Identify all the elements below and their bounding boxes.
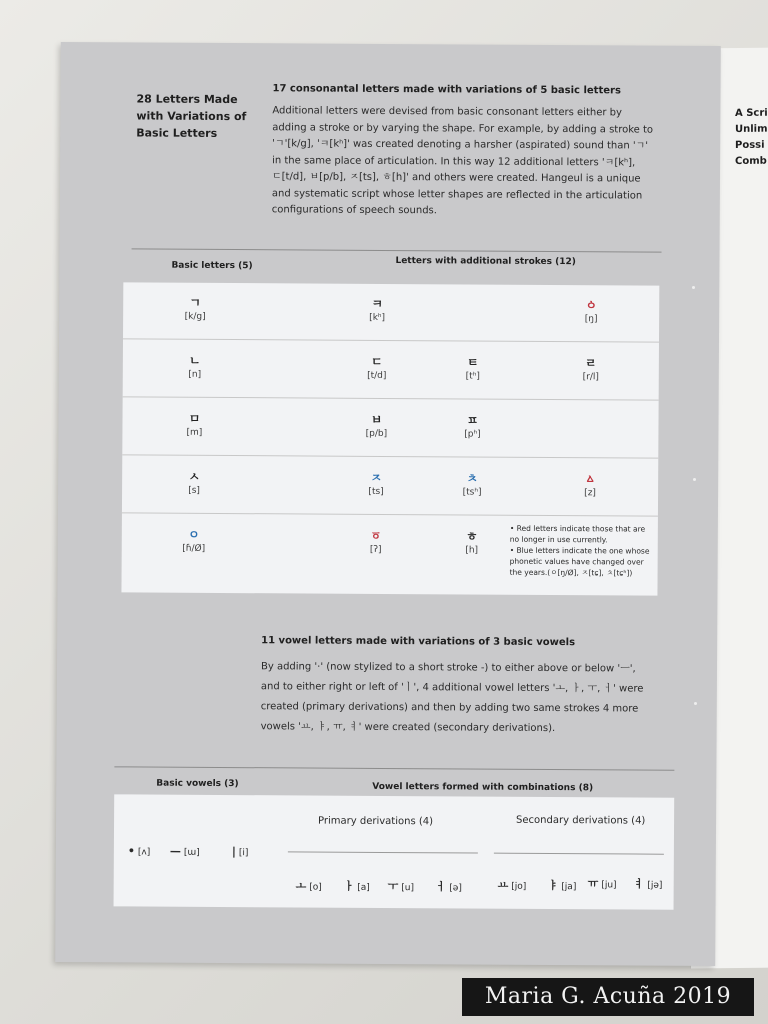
note-line: the years.(ㅇ[ŋ/Ø], ㅈ[tɕ], ㅊ[tɕʰ]) [509,567,633,578]
basic-vowel-item [128,844,150,857]
consonant-section-title: 17 consonantal letters made with variations of 5 basic letters [272,83,621,97]
paragraph-line: in the same place of articulation. In this way 12 additional letters 'ㅋ[kʰ], [272,154,636,169]
photographer-watermark: Maria G. Acuña 2019 [462,978,754,1016]
consonant-ipa: [n] [188,369,202,380]
vowel-glyph: | [231,845,236,859]
primary-underline [288,851,478,853]
note-line: no longer in use currently. [509,534,608,545]
note-line: phonetic values have changed over [509,556,644,567]
col-head-basic-letters: Basic letters (5) [171,260,253,272]
consonant-glyph: ㅿ [584,472,596,487]
primary-derivations-label: Primary derivations (4) [318,815,434,828]
consonant-ipa: [z] [584,488,596,499]
vowel-glyph: ㅑ [547,878,559,893]
secondary-derivations-label: Secondary derivations (4) [516,814,646,827]
consonant-ipa: [ɦ/Ø] [182,543,206,554]
row-divider [123,338,659,342]
consonant-cell [432,470,512,499]
consonant-ipa: [t/d] [367,370,387,381]
consonant-cell [336,470,416,499]
row-divider [122,454,658,458]
right-page-line: A Scri [735,107,768,119]
vowel-ipa: [ja] [561,882,577,893]
consonant-ipa: [m] [186,427,203,438]
consonant-glyph: ㅊ [466,471,478,486]
note-line: • Blue letters indicate the one whose [509,545,650,556]
paragraph-line: vowels 'ㅛ, ㅑ, ㅠ, ㅕ' were created (secondary derivations). [260,721,556,735]
consonant-glyph: ㆁ [585,298,598,313]
consonant-ipa: [p/b] [365,428,388,439]
secondary-vowel-item [498,877,527,893]
consonant-cell [551,355,631,384]
paragraph-line: Additional letters were devised from basic consonant letters either by [272,105,622,119]
consonant-glyph: ㄹ [585,356,597,371]
divider [114,766,674,770]
vowel-ipa: [a] [357,882,370,893]
consonant-glyph: ㅎ [465,529,478,544]
vowel-ipa: [ʌ] [137,847,151,858]
vowel-ipa: [jə] [647,880,663,891]
vowel-ipa: [ju] [601,880,617,891]
right-page-heading [735,105,768,170]
vowel-glyph: ㅓ [435,880,447,894]
consonant-ipa: [r/l] [582,372,599,383]
vowel-glyph: • [127,844,135,858]
row-divider [123,396,659,400]
vowel-ipa: [ɯ] [183,847,200,858]
right-page-line: Comb [735,155,767,167]
booklet-page [55,42,721,966]
consonant-glyph: ㅍ [466,413,479,428]
consonant-cell [432,412,512,441]
side-title-line: with Variations of [136,109,247,124]
primary-vowel-item [388,878,414,894]
paragraph-line: created (primary derivations) and then by adding two same strokes 4 more [260,701,639,715]
consonant-cell [550,471,630,500]
col-head-basic-vowels: Basic vowels (3) [156,778,239,790]
consonant-ipa: [k/g] [184,311,206,322]
consonant-ipa: [h] [465,545,479,556]
color-legend-notes [510,523,652,579]
consonant-cell [432,528,512,557]
consonant-glyph: ㄴ [189,353,201,368]
consonant-ipa: [s] [188,485,200,496]
vowel-ipa: [o] [309,882,322,893]
note-line: • Red letters indicate those that are [509,523,646,534]
vowel-glyph: — [169,844,181,858]
vowel-ipa: [ə] [449,883,462,894]
primary-vowel-item [344,878,370,894]
vowel-glyph: ㅠ [587,877,599,891]
binding-stitch [693,478,696,481]
vowel-ipa: [u] [401,883,415,894]
vowel-glyph: ㅜ [387,880,399,894]
consonant-ipa: [ŋ] [584,314,598,325]
secondary-vowel-item [588,875,617,891]
consonant-cell [155,353,235,382]
consonant-glyph: ㅈ [370,470,382,485]
consonant-glyph: ㆆ [369,528,382,543]
binding-stitch [694,702,697,705]
side-title [136,90,256,142]
consonant-cell [336,412,416,441]
col-head-additional-strokes: Letters with additional strokes (12) [395,256,576,268]
consonant-glyph: ㄱ [189,295,202,310]
consonant-glyph: ㅅ [188,469,201,484]
consonant-cell [155,295,235,324]
consonant-cell [154,411,234,440]
consonant-cell [154,527,234,556]
consonant-cell [433,354,513,383]
consonant-glyph: ㅂ [370,412,383,427]
vowel-table [114,794,675,909]
divider [132,248,662,252]
consonant-cell [337,296,417,325]
paragraph-line: adding a stroke or by varying the shape. For example, by adding a stroke to [272,121,654,136]
row-divider [122,512,658,516]
paragraph-line: 'ㄱ'[k/g], 'ㅋ[kʰ]' was created denoting a harsher (aspirated) sound than 'ㄱ' [272,138,649,152]
consonant-paragraph [272,103,673,221]
consonant-glyph: ㅇ [187,527,200,542]
side-title-line: 28 Letters Made [136,92,238,107]
vowel-paragraph [261,657,681,740]
consonant-glyph: ㄷ [371,354,383,369]
side-title-line: Basic Letters [136,126,218,140]
vowel-glyph: ㅕ [633,877,645,891]
binding-stitch [692,286,695,289]
right-page-line: Possi [735,139,765,151]
consonant-glyph: ㅋ [371,296,384,311]
vowel-glyph: ㅗ [295,879,307,893]
vowel-ipa: [i] [238,848,249,859]
consonant-ipa: [kʰ] [369,312,386,323]
basic-vowel-item [170,845,200,858]
vowel-ipa: [jo] [511,881,527,892]
vowel-glyph: ㅏ [343,879,355,893]
consonant-ipa: [tʰ] [465,371,480,382]
paragraph-line: and systematic script whose letter shapes are reflected in the articulation [271,187,643,202]
consonant-glyph: ㅌ [467,355,479,370]
consonant-cell [337,354,417,383]
primary-vowel-item [436,878,462,894]
basic-vowel-item [232,845,249,858]
right-page-line: Unlim [735,123,768,135]
paragraph-line: and to either right or left of 'ㅣ', 4 additional vowel letters 'ㅗ, ㅏ, ㅜ, ㅓ' were [260,681,644,695]
paragraph-line: configurations of speech sounds. [271,204,437,217]
vowel-glyph: ㅛ [497,878,509,892]
consonant-cell [154,469,234,498]
primary-vowel-item [296,877,322,893]
secondary-vowel-item [634,876,663,892]
secondary-underline [494,853,664,855]
consonant-cell [336,528,416,557]
consonant-cell [551,297,631,326]
consonant-glyph: ㅁ [188,411,201,426]
vowel-section-title: 11 vowel letters made with variations of 3 basic vowels [261,635,576,649]
consonant-ipa: [pʰ] [464,429,481,440]
col-head-combined-vowels: Vowel letters formed with combinations (8) [372,781,594,794]
paragraph-line: ㄷ[t/d], ㅂ[p/b], ㅈ[ts], ㅎ[h]' and others were created. Hangeul is a unique [271,171,641,185]
consonant-ipa: [ʔ] [369,544,382,555]
paragraph-line: By adding '·' (now stylized to a short stroke -) to either above or below 'ㅡ', [260,661,636,675]
consonant-ipa: [ts] [368,486,384,497]
secondary-vowel-item [548,877,577,893]
consonant-ipa: [tsʰ] [462,487,482,498]
